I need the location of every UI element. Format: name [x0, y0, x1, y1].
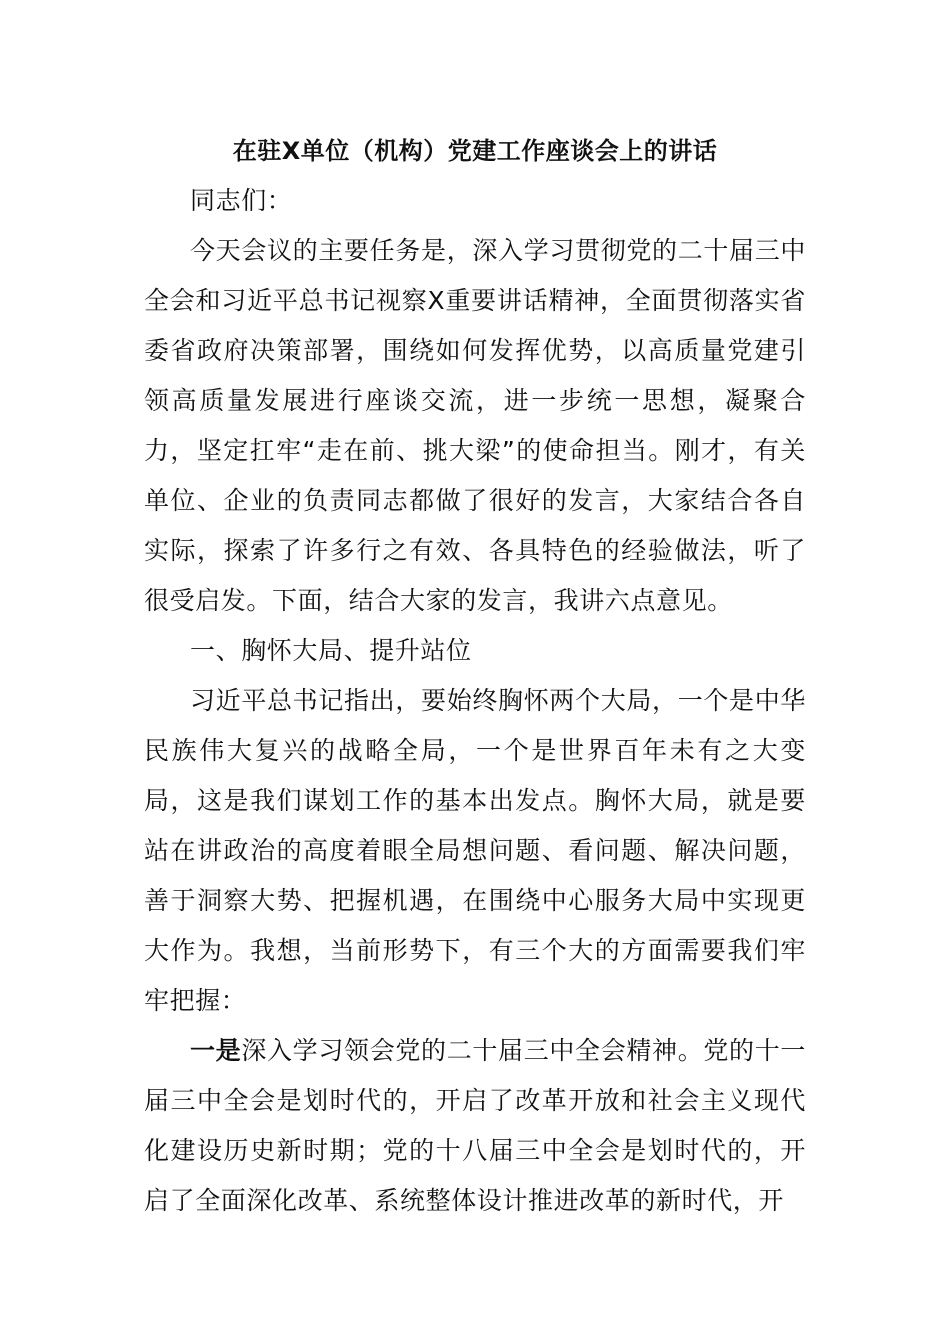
intro-paragraph: 今天会议的主要任务是，深入学习贯彻党的二十届三中全会和习近平总书记视察X重要讲话精神，全面贯彻落实省委省政府决策部署，围绕如何发挥优势，以高质量党建引领高质量发展进行座谈交流，进一步统一思想，凝聚合力，坚定扛牢“走在前、挑大梁”的使命担当。刚才，有关单位、企业的负责同志都做了很好的发言，大家结合各自实际，探索了许多行之有效、各具特色的经验做法，听了很受启发。下面，结合大家的发言，我讲六点意见。: [144, 236, 806, 615]
point-paragraph: [144, 1026, 806, 1226]
section-paragraph: 习近平总书记指出，要始终胸怀两个大局，一个是中华民族伟大复兴的战略全局，一个是世界百年未有之大变局，这是我们谋划工作的基本出发点。胸怀大局，就是要站在讲政治的高度着眼全局想问题、看问题、解决问题，善于洞察大势、把握机遇，在围绕中心服务大局中实现更大作为。我想，当前形势下，有三个大的方面需要我们牢牢把握：: [144, 686, 806, 1015]
point-lead: 一是: [190, 1036, 242, 1065]
salutation: 同志们：: [190, 186, 293, 215]
point-text: 深入学习领会党的二十届三中全会精神。党的十一届三中全会是划时代的，开启了改革开放和社会主义现代化建设历史新时期；党的十八届三中全会是划时代的，开启了全面深化改革、系统整体设计推进改革的新时代，开: [144, 1036, 807, 1215]
document-page: [144, 126, 806, 1226]
section-heading: 一、胸怀大局、提升站位: [190, 636, 472, 665]
document-title: 在驻X单位（机构）党建工作座谈会上的讲话: [232, 137, 718, 165]
